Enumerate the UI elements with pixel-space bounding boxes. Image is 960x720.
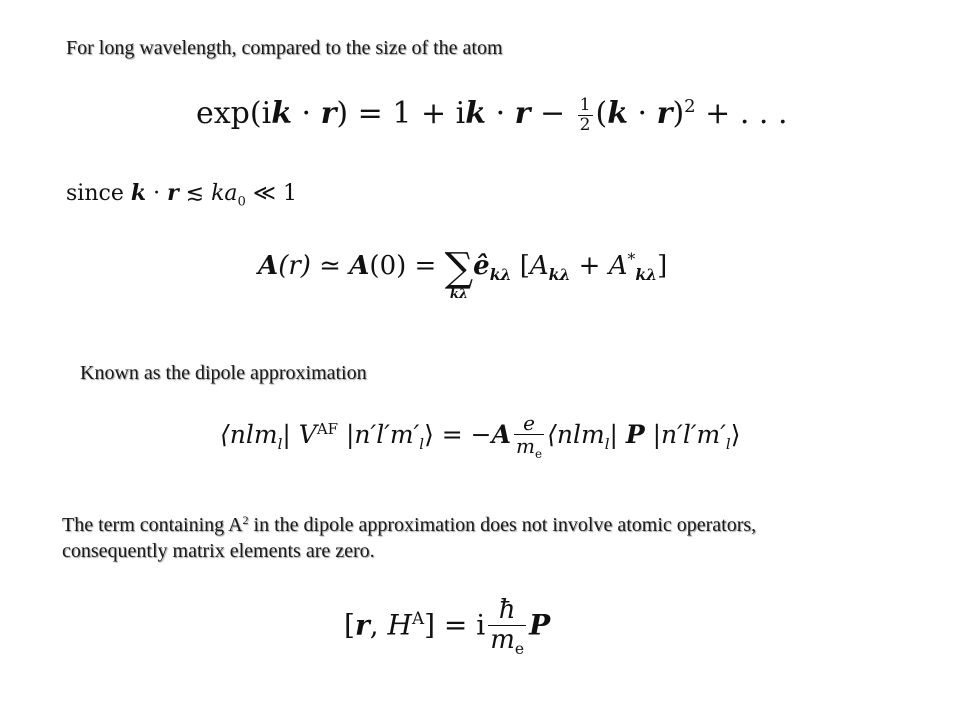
k-vector: k: [271, 96, 292, 132]
A-vector: A: [491, 420, 512, 450]
exp-lhs: exp(i: [196, 96, 272, 132]
expansion-equation: [196, 96, 788, 134]
A-amplitude: A: [529, 251, 549, 281]
note-part-2: in the dipole approximation does not involve atomic operators,: [248, 514, 757, 536]
mass-denominator: [488, 626, 526, 658]
fraction-denominator: [514, 435, 544, 461]
ket-right-2: |n′l′m′: [644, 420, 726, 450]
r-vector: r: [354, 608, 370, 642]
note-line-2: consequently matrix elements are zero.: [62, 540, 375, 562]
r-vector-2: r: [514, 96, 531, 132]
equals-one-plus-i: = 1 + i: [348, 96, 466, 132]
V-operator: V: [298, 420, 317, 450]
dot-operator-3: ·: [628, 96, 657, 132]
comma: ,: [369, 608, 388, 642]
vector-potential-equation: [258, 240, 668, 302]
e-hat-vector: ê: [473, 251, 490, 281]
sigma-symbol: ∑: [444, 245, 474, 291]
H-superscript: A: [411, 608, 425, 629]
conjugate-star: *: [627, 250, 636, 269]
ket-right: |n′l′m′: [338, 420, 420, 450]
dipole-approximation-label: Known as the dipole approximation: [80, 362, 367, 384]
equals-sign: =: [406, 251, 445, 281]
r-vector-3: r: [656, 96, 673, 132]
half-denominator: 2: [579, 114, 591, 135]
A-vector-2: A: [349, 251, 370, 281]
ket-close: ⟩: [424, 420, 434, 450]
mass-subscript: e: [535, 447, 543, 461]
much-less-than-one: ≪ 1: [245, 181, 297, 206]
r-vector: r: [320, 96, 337, 132]
hbar-numerator: ħ: [488, 596, 526, 626]
mass-symbol: m: [516, 434, 536, 458]
lesssim-sign: ≲: [178, 181, 212, 206]
fraction-numerator: e: [514, 412, 544, 435]
A-conjugate: A: [608, 251, 628, 281]
ket-subscript: l: [419, 435, 425, 454]
since-word: since: [66, 181, 131, 206]
commutator-equation: [344, 596, 550, 658]
P-operator: P: [625, 420, 645, 450]
V-superscript: AF: [316, 419, 339, 438]
hbar-over-m-fraction: [488, 596, 526, 658]
ka-term: ka: [211, 181, 238, 206]
H-operator: H: [387, 608, 412, 642]
matrix-element-equation: [220, 412, 740, 461]
equals-i: = i: [435, 608, 486, 642]
bohr-subscript: 0: [237, 194, 246, 210]
e-over-m-fraction: [514, 412, 544, 461]
minus-sign: −: [530, 96, 575, 132]
arg-zero: (0): [369, 251, 407, 281]
condition-equation: [66, 180, 297, 209]
dot-operator: ·: [146, 181, 168, 206]
ket-subscript-2: l: [725, 435, 731, 454]
bracket-open: [: [511, 251, 530, 281]
plus-sign: +: [570, 251, 609, 281]
k-vector-2: k: [465, 96, 487, 132]
k-vector: k: [130, 180, 147, 206]
r-vector: r: [167, 180, 179, 206]
A-vector: A: [258, 251, 279, 281]
k-vector-3: k: [607, 96, 629, 132]
summation: [444, 245, 474, 302]
commutator-close: ]: [424, 608, 435, 642]
close-paren: ): [336, 96, 349, 132]
commutator-open: [: [344, 608, 355, 642]
sq-close: ): [672, 96, 685, 132]
ket-close-2: ⟩: [730, 420, 741, 450]
heading-text: For long wavelength, compared to the size of the atom: [66, 37, 503, 59]
mass-symbol: m: [490, 624, 515, 655]
bracket-close: ]: [657, 251, 668, 281]
half-fraction: [578, 96, 593, 134]
P-operator: P: [529, 608, 551, 642]
note-superscript: 2: [242, 513, 249, 527]
bra-subscript-2: l: [604, 435, 610, 454]
A-amplitude-subscript: kλ: [548, 265, 571, 285]
bra-close: |: [282, 420, 299, 450]
equals-minus: = −: [433, 420, 492, 450]
square-exponent: 2: [684, 96, 696, 118]
bra-subscript: l: [277, 435, 283, 454]
bra-close-2: |: [609, 420, 626, 450]
dot-operator-2: ·: [486, 96, 515, 132]
ellipsis-tail: + . . .: [695, 96, 788, 132]
sq-open: (: [595, 96, 608, 132]
arg-r: (r): [278, 251, 311, 281]
A-conjugate-subscript: kλ: [635, 265, 658, 285]
dot-operator: ·: [291, 96, 321, 132]
bra-left: ⟨nlm: [220, 420, 278, 450]
half-numerator: 1: [579, 95, 591, 115]
mass-subscript: e: [514, 639, 525, 658]
note-part-1: The term containing A: [62, 514, 243, 536]
bra-left-2: ⟨nlm: [547, 420, 605, 450]
simeq-sign: ≃: [310, 251, 350, 281]
e-hat-subscript: kλ: [489, 265, 512, 285]
a-squared-note: [62, 512, 756, 564]
sum-limit: kλ: [449, 287, 468, 302]
